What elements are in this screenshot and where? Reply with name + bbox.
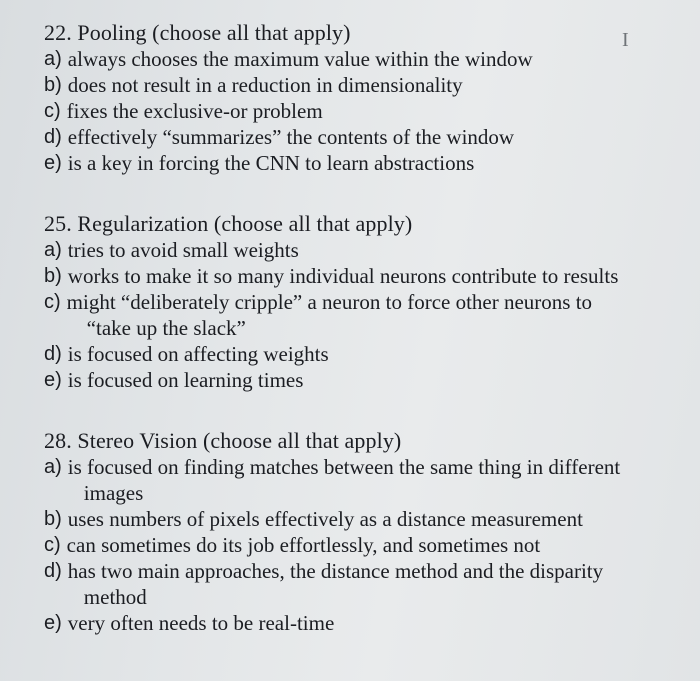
option-letter: e)	[44, 152, 62, 174]
answer-option	[44, 46, 694, 72]
answer-option	[44, 72, 694, 98]
option-text: is focused on finding matches between the same thing in different	[67, 455, 621, 479]
option-text: has two main approaches, the distance method and the disparity	[67, 559, 604, 583]
option-text: is focused on affecting weights	[67, 342, 329, 366]
option-text: does not result in a reduction in dimensionality	[67, 73, 463, 97]
text-cursor-icon: I	[622, 29, 629, 51]
option-letter: a)	[44, 456, 62, 478]
question-22	[44, 20, 694, 176]
option-text-continuation: images	[83, 481, 144, 505]
question-25	[44, 211, 694, 393]
option-text: always chooses the maximum value within the window	[67, 47, 533, 71]
option-letter: a)	[44, 239, 62, 261]
option-text-continuation: method	[83, 585, 147, 609]
answer-option	[44, 506, 694, 532]
option-letter: c)	[44, 291, 61, 313]
option-text: fixes the exclusive-or problem	[66, 99, 323, 123]
answer-option	[44, 150, 694, 176]
option-text: works to make it so many individual neurons contribute to results	[67, 264, 619, 288]
answer-option	[44, 610, 694, 636]
answer-option	[44, 124, 694, 150]
option-text: tries to avoid small weights	[67, 238, 299, 262]
answer-option	[44, 263, 694, 289]
option-text: uses numbers of pixels effectively as a distance measurement	[67, 507, 583, 531]
answer-option	[44, 367, 694, 393]
option-text: can sometimes do its job effortlessly, and sometimes not	[66, 533, 541, 557]
option-text: effectively “summarizes” the contents of the window	[67, 125, 515, 149]
question-title: 25. Regularization (choose all that apply)	[44, 211, 413, 236]
option-letter: b)	[44, 508, 62, 530]
option-text: is a key in forcing the CNN to learn abstractions	[67, 151, 475, 175]
option-text: might “deliberately cripple” a neuron to force other neurons to	[66, 290, 593, 314]
answer-option	[44, 558, 694, 610]
option-letter: d)	[44, 560, 62, 582]
option-letter: d)	[44, 126, 62, 148]
answer-option	[44, 237, 694, 263]
option-letter: b)	[44, 74, 62, 96]
question-title: 28. Stereo Vision (choose all that apply)	[44, 428, 402, 453]
answer-option	[44, 341, 694, 367]
option-letter: c)	[44, 534, 61, 556]
option-letter: b)	[44, 265, 62, 287]
option-letter: e)	[44, 612, 62, 634]
option-letter: e)	[44, 369, 62, 391]
option-text-continuation: “take up the slack”	[86, 316, 246, 340]
option-letter: c)	[44, 100, 61, 122]
option-letter: d)	[44, 343, 62, 365]
option-text: very often needs to be real-time	[67, 611, 335, 635]
answer-option	[44, 98, 694, 124]
option-letter: a)	[44, 48, 62, 70]
answer-option	[44, 454, 694, 506]
option-text: is focused on learning times	[67, 368, 304, 392]
question-28	[44, 428, 694, 636]
answer-option	[44, 532, 694, 558]
question-title: 22. Pooling (choose all that apply)	[44, 20, 351, 45]
answer-option	[44, 289, 694, 341]
